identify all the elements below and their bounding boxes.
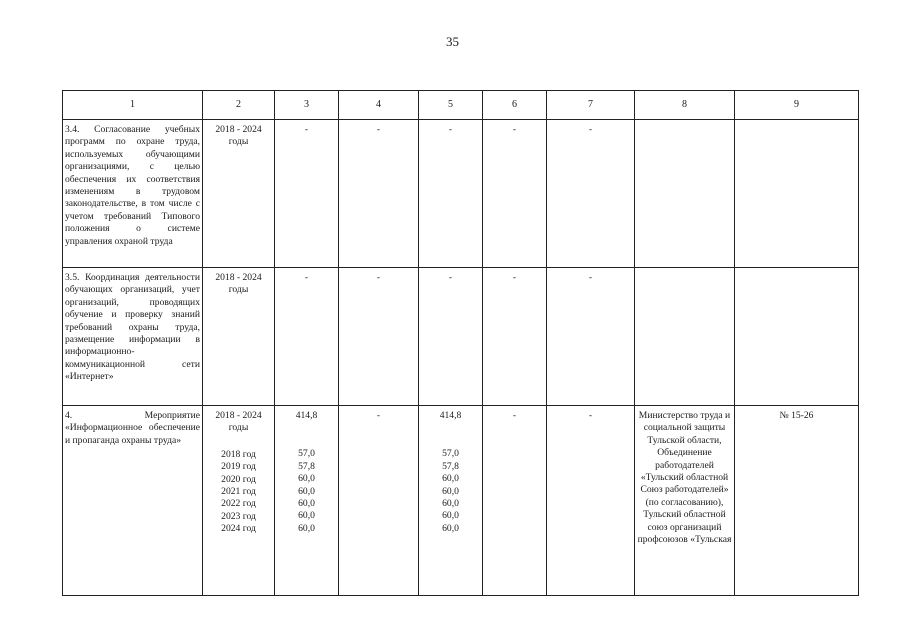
- year-label: 2023 год: [221, 510, 256, 522]
- year-value: 57,0: [442, 448, 459, 460]
- period-cell: [203, 268, 275, 406]
- year-value: 60,0: [442, 510, 459, 522]
- year-list: [203, 449, 274, 536]
- value-cell: [275, 406, 339, 596]
- value-cell: -: [547, 120, 635, 268]
- year-value: 60,0: [298, 510, 315, 522]
- header-row: [63, 91, 859, 120]
- header-cell: 1: [63, 91, 203, 120]
- period-range: 2018 - 2024: [215, 124, 262, 135]
- year-value: 60,0: [298, 485, 315, 497]
- period-range: 2018 - 2024: [215, 410, 262, 421]
- value-cell: -: [547, 268, 635, 406]
- table-row: [63, 268, 859, 406]
- reference-cell: [735, 268, 859, 406]
- year-label: 2020 год: [221, 473, 256, 485]
- responsible-cell: [635, 268, 735, 406]
- header-cell: 2: [203, 91, 275, 120]
- value-cell: -: [275, 120, 339, 268]
- year-value: 60,0: [298, 498, 315, 510]
- value-cell: -: [339, 120, 419, 268]
- activity-description: 3.4. Согласование учебных программ по охране труда, используемых обучающими организациями, с целью обеспечения их соответствия изменениям в трудовом законодательстве, в том числе с учетом требований Типового положения о системе управления охраной труда: [63, 120, 203, 268]
- table-row: [63, 120, 859, 268]
- header-cell: 9: [735, 91, 859, 120]
- year-label: 2022 год: [221, 498, 256, 510]
- value-cell: -: [339, 268, 419, 406]
- reference-cell: № 15-26: [735, 406, 859, 596]
- value-cell: -: [275, 268, 339, 406]
- value-cell: -: [339, 406, 419, 596]
- year-value: 60,0: [442, 473, 459, 485]
- period-unit: годы: [228, 284, 249, 296]
- year-value: 60,0: [442, 485, 459, 497]
- year-value: 60,0: [442, 522, 459, 534]
- header-cell: 6: [483, 91, 547, 120]
- period-unit: годы: [228, 422, 249, 434]
- value-cell: -: [419, 120, 483, 268]
- responsible-cell: [635, 120, 735, 268]
- header-cell: 7: [547, 91, 635, 120]
- period-cell: [203, 406, 275, 596]
- year-value: 57,0: [298, 448, 315, 460]
- value-cell: -: [483, 268, 547, 406]
- program-table: [62, 90, 859, 596]
- header-cell: 4: [339, 91, 419, 120]
- year-values: [275, 448, 338, 535]
- period-range: 2018 - 2024: [215, 272, 262, 283]
- reference-cell: [735, 120, 859, 268]
- year-label: 2019 год: [221, 461, 256, 473]
- header-cell: 5: [419, 91, 483, 120]
- header-cell: 3: [275, 91, 339, 120]
- value-cell: -: [483, 406, 547, 596]
- total-value: 414,8: [439, 410, 462, 421]
- year-label: 2024 год: [221, 523, 256, 535]
- year-value: 60,0: [298, 522, 315, 534]
- responsible-cell: Министерство труда и социальной защиты Тульской области, Объединение работодателей «Тульский областной Союз работодателей» (по согласованию), Тульский областной союз организаций профсоюзов «Тульская: [635, 406, 735, 596]
- year-value: 57,8: [442, 460, 459, 472]
- year-value: 60,0: [442, 498, 459, 510]
- period-unit: годы: [228, 136, 249, 148]
- year-label: 2021 год: [221, 486, 256, 498]
- table-row: [63, 406, 859, 596]
- value-cell: -: [547, 406, 635, 596]
- total-value: 414,8: [295, 410, 318, 421]
- activity-description: 4. Мероприятие «Информационное обеспечение и пропаганда охраны труда»: [63, 406, 203, 596]
- year-value: 57,8: [298, 460, 315, 472]
- year-values: [419, 448, 482, 535]
- page-number: 35: [446, 34, 459, 49]
- activity-description: 3.5. Координация деятельности обучающих организаций, учет организаций, проводящих обучение и проверку знаний требований охраны труда, размещение информации в информационно-коммуникационной сети «Интернет»: [63, 268, 203, 406]
- value-cell: -: [419, 268, 483, 406]
- year-value: 60,0: [298, 473, 315, 485]
- value-cell: -: [483, 120, 547, 268]
- header-cell: 8: [635, 91, 735, 120]
- value-cell: [419, 406, 483, 596]
- year-label: 2018 год: [221, 448, 256, 460]
- period-cell: [203, 120, 275, 268]
